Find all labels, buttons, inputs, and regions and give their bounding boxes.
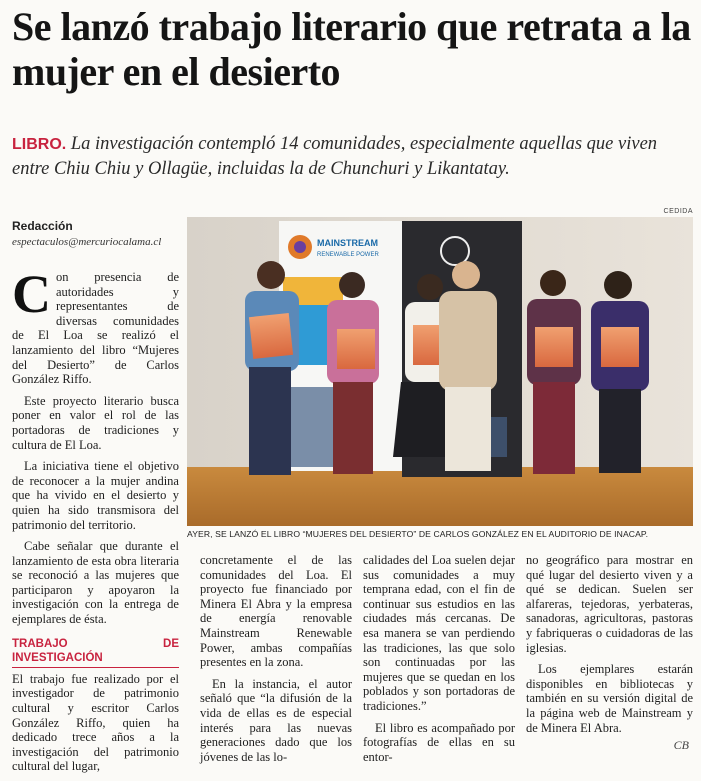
author-email: espectaculos@mercuriocalama.cl (12, 236, 162, 248)
body-paragraph: concretamente el de las comunidades del Loa. El proyecto fue financiado por Minera El Abra y la empresa de energía renovable Mainstream Renewable Power, ambas compañías presentes en la zona. (200, 553, 352, 670)
body-paragraph: El trabajo fue realizado por el investigador de patrimonio cultural y escritor Carlos González Riffo, quien ha dedicado trece años a la investigación del patrimonio cultural del lugar, (12, 671, 179, 774)
body-paragraph: Los ejemplares estarán disponibles en bibliotecas y también en su versión digital de la página web de Mainstream y de Minera El Abra. (526, 662, 693, 735)
banner-brand: MAINSTREAM (317, 238, 378, 248)
body-paragraph: La iniciativa tiene el objetivo de reconocer a la mujer andina que ha vivido en el desierto y quien ha sido transmisora del patrimonio del territorio. (12, 459, 179, 532)
body-paragraph: no geográfico para mostrar en qué lugar del desierto viven y a qué se dedican. Suelen ser alfareras, tejedoras, yerbateras, sanadoras, agricultoras, pastoras y fabriqueras o cuidadoras de las iglesias. (526, 553, 693, 655)
body-paragraph (12, 264, 179, 387)
photo-credit: CEDIDA (663, 208, 693, 215)
paragraph-text: on presencia de autoridades y representantes de diversas comunidades de El Loa se realizó el lanzamiento del libro “Mujeres del Desierto” de Carlos González Riffo. (12, 270, 179, 387)
section-subhead: TRABAJO DE INVESTIGACIÓN (12, 637, 179, 668)
lead-text: La investigación contempló 14 comunidades, especialmente aquellas que viven entre Chiu Chiu y Ollagüe, incluidas la de Chunchuri y Likantatay. (12, 134, 658, 179)
body-paragraph: calidades del Loa suelen dejar sus comunidades a muy temprana edad, con el fin de continuar sus estudios en las ciudades más cercanas. De esa manera se van perdiendo las tradiciones, las que solo son continuadas por las mujeres que se quedan en los poblados y son portadoras de tradiciones.” (363, 553, 515, 713)
headline: Se lanzó trabajo literario que retrata a la mujer en el desierto (12, 4, 691, 94)
kicker-label: LIBRO. (12, 136, 67, 153)
body-column-2 (200, 553, 352, 771)
article-photo (187, 217, 693, 526)
drop-cap: C (12, 264, 51, 324)
body-column-4 (526, 553, 693, 742)
body-paragraph: El libro es acompañado por fotografías de ellas en su entor- (363, 720, 515, 764)
photo-caption: AYER, SE LANZÓ EL LIBRO “MUJERES DEL DESIERTO” DE CARLOS GONZÁLEZ EN EL AUDITORIO DE INACAP. (187, 529, 649, 539)
body-paragraph: Este proyecto literario busca poner en valor el rol de las portadoras de tradiciones y cultura de El Loa. (12, 393, 179, 452)
banner-sub: RENEWABLE POWER (317, 252, 379, 258)
byline: Redacción (12, 219, 73, 233)
body-column-3 (363, 553, 515, 771)
lead-paragraph (12, 132, 692, 181)
signoff-mark: CB (673, 738, 689, 752)
body-paragraph: Cabe señalar que durante el lanzamiento de esta obra literaria se reconoció a las mujeres que participaron y apoyaron la investigación con la entrega de ejemplares de ésta. (12, 539, 179, 627)
body-column-1 (12, 264, 179, 781)
body-paragraph: En la instancia, el autor señaló que “la difusión de la vida de ellas es de especial interés para las nuevas generaciones dado que los jóvenes de las lo- (200, 676, 352, 764)
